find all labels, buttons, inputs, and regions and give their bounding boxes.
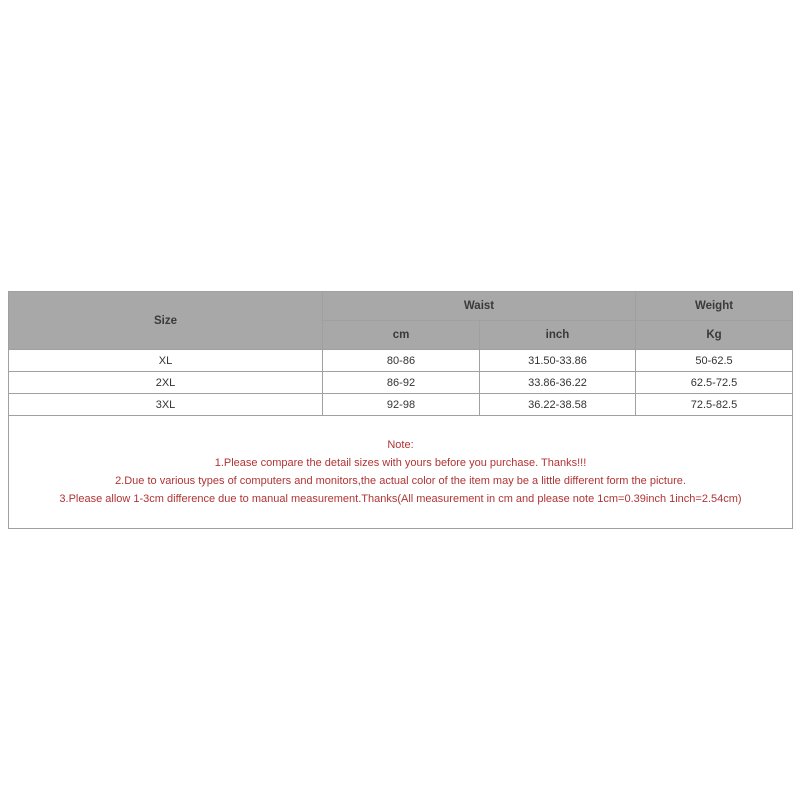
- notes-row: [9, 416, 793, 529]
- notes-cell: [9, 416, 793, 529]
- table-row: [9, 350, 793, 372]
- note-line-2: 2.Due to various types of computers and monitors,the actual color of the item may be a little different form the picture.: [115, 475, 686, 487]
- note-line-3: 3.Please allow 1-3cm difference due to manual measurement.Thanks(All measurement in cm and please note 1cm=0.39inch 1inch=2.54cm): [59, 493, 742, 505]
- cell-size: 2XL: [9, 372, 323, 394]
- header-row-main: [9, 292, 793, 321]
- note-line-1: 1.Please compare the detail sizes with yours before you purchase. Thanks!!!: [214, 457, 587, 469]
- cell-kg: 62.5-72.5: [636, 372, 793, 394]
- cell-size: XL: [9, 350, 323, 372]
- cell-inch: 36.22-38.58: [480, 394, 636, 416]
- header-waist: Waist: [323, 292, 636, 321]
- header-cm: cm: [323, 321, 480, 350]
- cell-size: 3XL: [9, 394, 323, 416]
- table-row: [9, 394, 793, 416]
- cell-cm: 86-92: [323, 372, 480, 394]
- cell-kg: 72.5-82.5: [636, 394, 793, 416]
- size-chart-table: [8, 291, 793, 529]
- cell-inch: 31.50-33.86: [480, 350, 636, 372]
- note-title: Note:: [387, 439, 414, 451]
- header-inch: inch: [480, 321, 636, 350]
- header-size: Size: [9, 292, 323, 350]
- table-row: [9, 372, 793, 394]
- header-kg: Kg: [636, 321, 793, 350]
- header-weight: Weight: [636, 292, 793, 321]
- cell-kg: 50-62.5: [636, 350, 793, 372]
- cell-cm: 80-86: [323, 350, 480, 372]
- cell-cm: 92-98: [323, 394, 480, 416]
- cell-inch: 33.86-36.22: [480, 372, 636, 394]
